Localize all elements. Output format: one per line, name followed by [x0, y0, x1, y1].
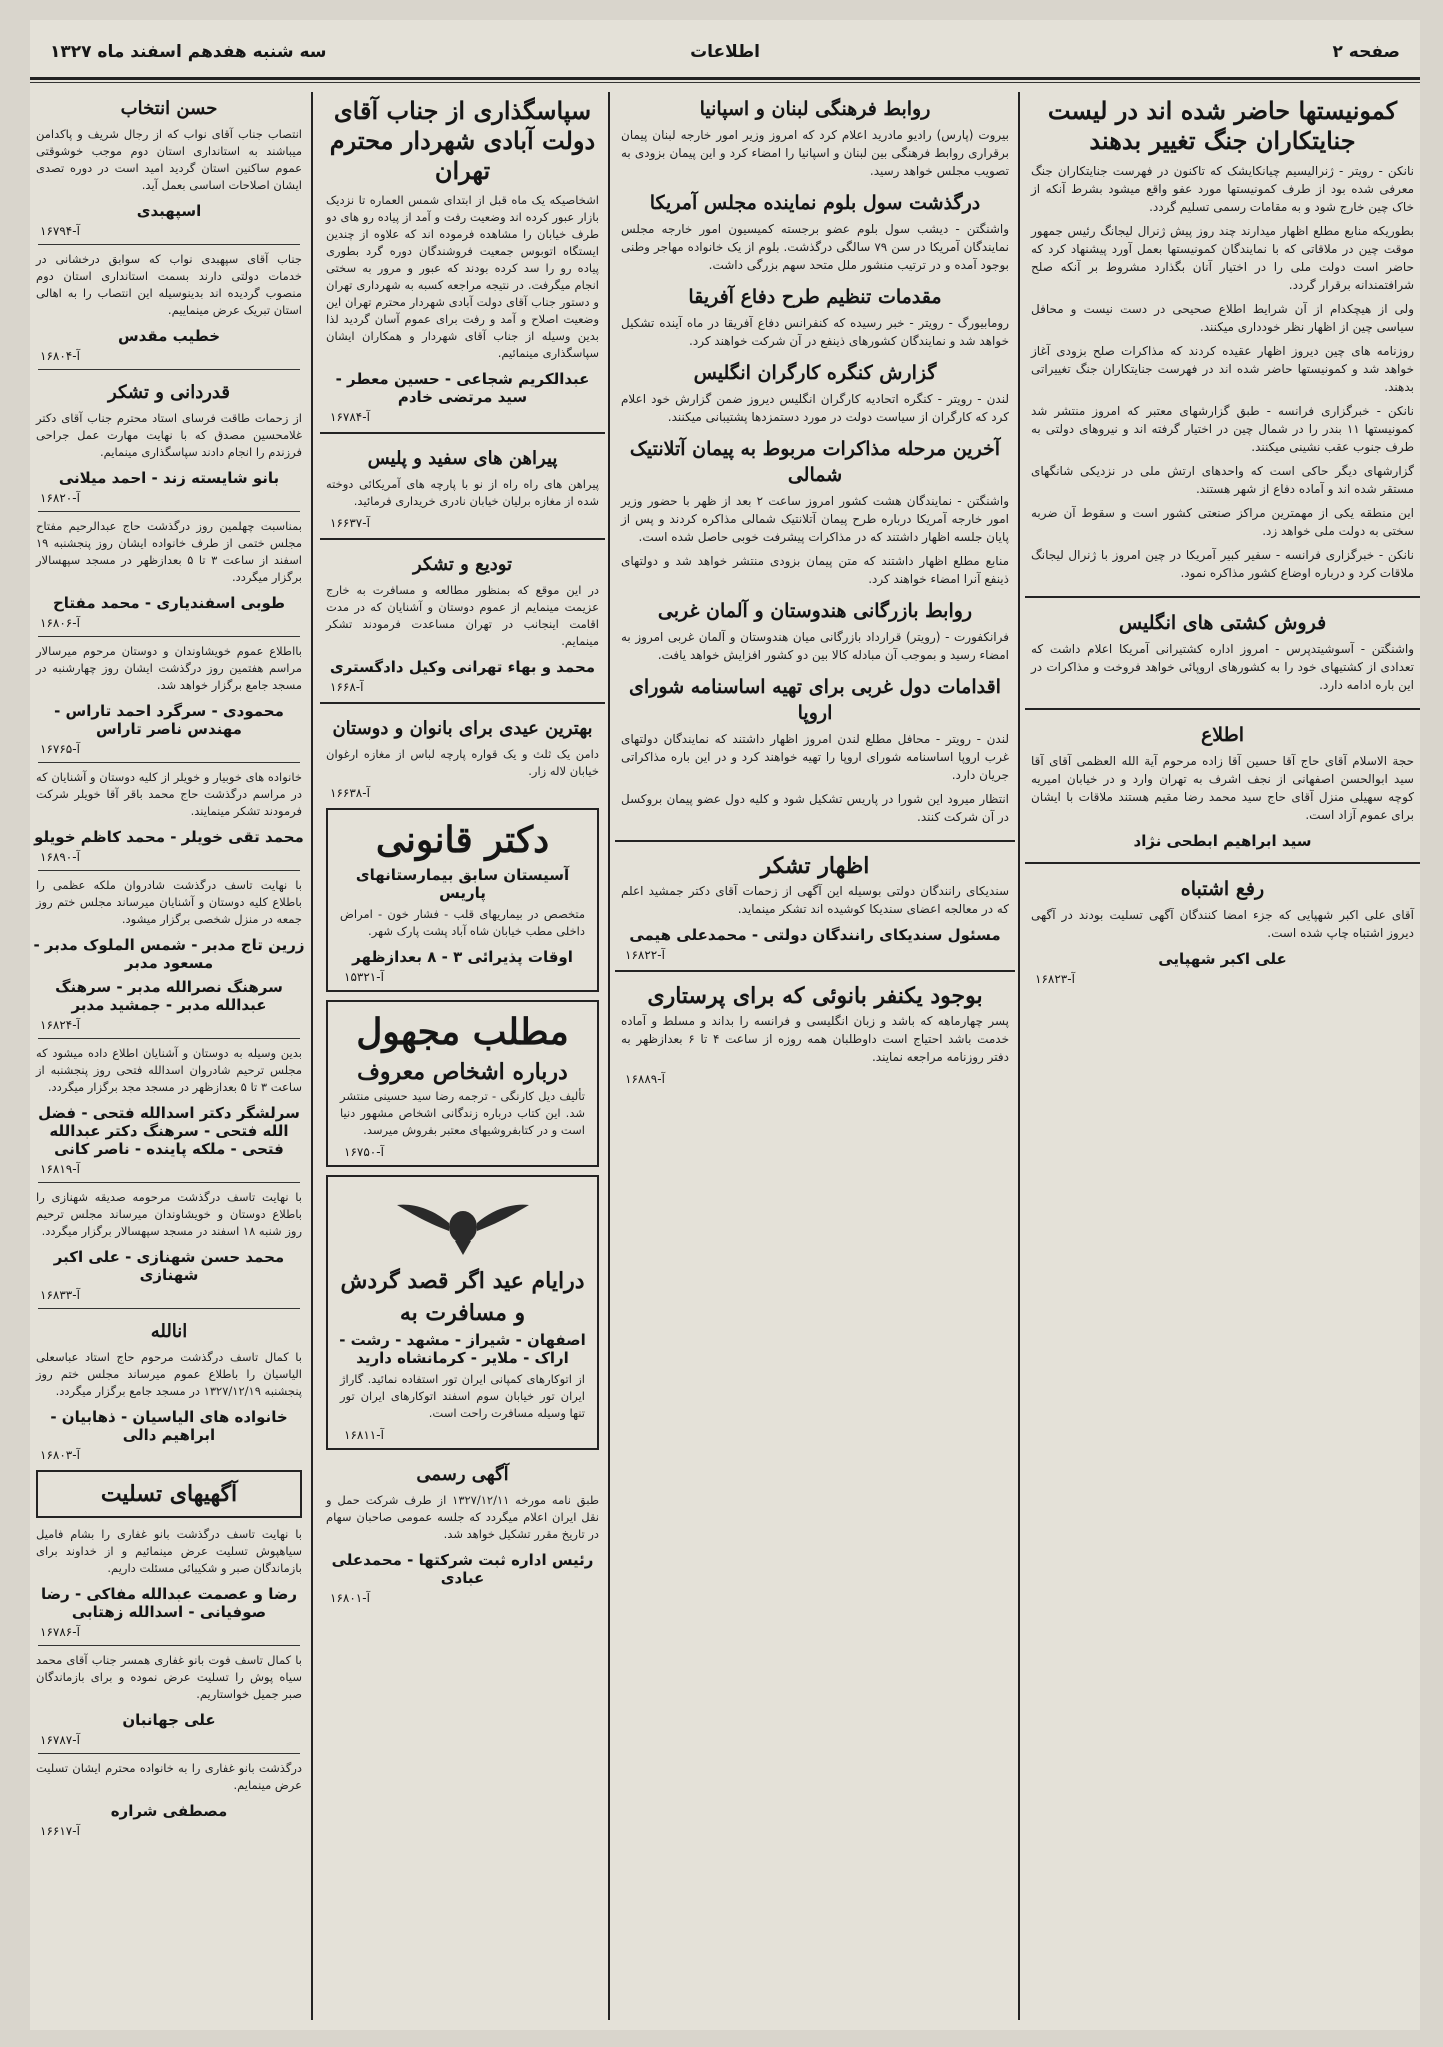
- news-body: انتظار میرود این شورا در پاریس تشکیل شود و کلیه دول عضو پیمان بروکسل در آن شرکت کنند.: [621, 792, 1009, 824]
- travel-ad-body: از اتوکارهای کمپانی ایران تور استفاده نمائید. گاراژ ایران تور خیابان سوم اسفند اتوکارهای ایران تور تنها وسیله مسافرت راحت است.: [340, 1372, 585, 1420]
- book-ad-title: مطلب مجهول: [356, 1011, 569, 1053]
- farewell-body: در این موقع که بمنظور مطالعه و مسافرت به خارج عزیمت مینمایم از عموم دوستان و آشنایان که در مدت اقامت اینجانب در تهران مساعدت فرمودند تشکر مینمایم.: [326, 583, 599, 648]
- news-title: روابط فرهنگی لبنان و اسپانیا: [699, 98, 931, 120]
- masthead: [30, 20, 1420, 80]
- news-body: لندن - رویتر - محافل مطلع لندن امروز اظهار داشتند که نمایندگان دولتهای غرب اروپا اساسنامه شورای اروپا را تهیه خواهند کرد و در این باره مذاکراتی جریان دارد.: [621, 732, 1009, 782]
- ad-code: آ-۱۶۶۳۸: [330, 786, 370, 800]
- travel-ad: [326, 1175, 599, 1450]
- book-ad: [326, 1000, 599, 1167]
- divider: [38, 1182, 300, 1183]
- divider: [615, 840, 1015, 842]
- ad-code: آ-۱۶۶۸: [330, 680, 364, 694]
- article-headline: کمونیستها حاضر شده اند در لیست جنایتکاران جنگ تغییر بدهند: [1047, 96, 1398, 155]
- condolence-body: با کمال تاسف فوت بانو غفاری همسر جناب آقای محمد سیاه پوش را تسلیت عرض نموده و برای بازماندگان صبر جمیل خواستاریم.: [36, 1653, 302, 1701]
- shirt-ad-body: پیراهن های راه راه از نو با پارچه های آمریکائی دوخته شده از مغازه برلیان خیابان نادری خریداری فرمائید.: [326, 477, 599, 508]
- ad-signature: طوبی اسفندیاری - محمد مفتاح: [52, 594, 286, 612]
- column-news: [615, 92, 1015, 2020]
- article-paragraph: نانکن - رویتر - ژنرالیسیم چیانکایشک که تاکنون در فهرست جنایتکاران جنگ معرفی شده بود از طرف کمونیستها مورد عفو واقع میشود بشرط آنکه از خاک چین خارج شود و به مقامات رسمی تسلیم گردد.: [1031, 164, 1414, 214]
- article-paragraph: گزارشهای دیگر حاکی است که واحدهای ارتش ملی در نزدیکی شانگهای مستقر شده اند و آماده دفاع از شهر هستند.: [1031, 464, 1414, 496]
- ad-code: آ-۱۶۸۲۲: [625, 948, 665, 962]
- ad-title: قدردانی و تشکر: [108, 382, 230, 403]
- doctor-ad-title: دکتر قانونی: [375, 819, 550, 861]
- doctor-ad: [326, 808, 599, 992]
- ad-signature: سرهنگ نصرالله مدبر - سرهنگ عبدالله مدبر - جمشید مدبر: [55, 978, 283, 1014]
- thanks-title: اظهار تشکر: [760, 853, 870, 879]
- news-body: لندن - رویتر - کنگره اتحادیه کارگران انگلیس دیروز ضمن گزارش خود اعلام کرد که کارگران از سیاست دولت در مورد دستمزدها پشتیبانی میکنند.: [621, 392, 1009, 424]
- news-title: مقدمات تنظیم طرح دفاع آفریقا: [688, 286, 942, 308]
- ad-code: آ-۱۶۸۰۶: [40, 616, 80, 630]
- article-paragraph: نانکن - خبرگزاری فرانسه - سفیر کبیر آمریکا در چین امروز با ژنرال لیجانگ ملاقات کرد و درباره اوضاع کشور مذاکره نمود.: [1031, 548, 1414, 580]
- divider: [38, 511, 300, 512]
- ad-body: انتصاب جناب آقای نواب که از رجال شریف و پاکدامن میباشند به استانداری استان دوم موجب خوشوقتی عموم ساکنین استان گردید امید است در دوره تصدی ایشان اصلاحات اساسی بعمل آید.: [36, 127, 302, 192]
- divider: [320, 432, 605, 434]
- ad-code: آ-۱۶۸۳۳: [40, 1288, 80, 1302]
- divider: [38, 1753, 300, 1754]
- nurse-ad-title: بوجود یکنفر بانوئی که برای پرستاری: [647, 983, 983, 1009]
- ad-signature: خطیب مقدس: [117, 327, 221, 345]
- ad-signature: زرین تاج مدبر - شمس الملوک مدبر - مسعود مدبر: [33, 936, 305, 972]
- ad-signature: اسپهبدی: [136, 202, 202, 220]
- ad-code: آ-۱۶۸۲۰: [40, 491, 80, 505]
- newspaper-page: [30, 20, 1420, 2030]
- thanks-body: سندیکای رانندگان دولتی بوسیله این آگهی از زحمات آقای دکتر جمشید اعلم که در معالجه اعضای سندیکا کوشیده اند تشکر مینماید.: [621, 884, 1009, 916]
- divider: [1025, 862, 1420, 864]
- divider: [320, 702, 605, 704]
- ad-body: جناب آقای سپهبدی نواب که سوابق درخشانی در خدمات دولتی دارند بسمت استانداری استان دوم منصوب گردیده اند بدینوسیله این انتصاب را به اهالی استان تبریک عرض مینماییم.: [36, 252, 302, 317]
- notice-signature: سید ابراهیم ابطحی نژاد: [1133, 832, 1312, 850]
- official-notice-title: آگهی رسمی: [416, 1464, 509, 1485]
- divider: [615, 970, 1015, 972]
- winged-emblem-icon: [393, 1189, 533, 1259]
- article-paragraph: روزنامه های چین دیروز اظهار عقیده کردند که مذاکرات صلح بزودی آغاز خواهد شد و کمونیستها حاضر شده اند در فهرست جنایتکاران جنگ تغییراتی بدهند.: [1031, 344, 1414, 394]
- ad-code: آ-۱۶۷۸۷: [40, 1733, 80, 1747]
- book-ad-subtitle: درباره اشخاص معروف: [357, 1059, 568, 1085]
- ad-code: آ-۱۶۷۹۴: [40, 224, 80, 238]
- ad-code: آ-۱۵۳۲۱: [344, 970, 384, 984]
- travel-ad-title: درایام عید اگر قصد گردش و مسافرت به: [340, 1268, 585, 1326]
- column-rule: [1018, 92, 1020, 2020]
- farewell-title: تودیع و تشکر: [412, 554, 513, 575]
- column-right: [1025, 92, 1420, 2020]
- news-title: درگذشت سول بلوم نماینده مجلس آمریکا: [649, 192, 981, 214]
- divider: [38, 870, 300, 871]
- doctor-ad-subtitle: آسیستان سابق بیمارستانهای پاریس: [355, 866, 570, 902]
- condolence-signature: مصطفی شراره: [110, 1802, 228, 1820]
- farewell-signature: محمد و بهاء تهرانی وکیل دادگستری: [329, 658, 596, 676]
- ads-center: [320, 92, 605, 2020]
- news-body: فرانکفورت - (رویتر) قرارداد بازرگانی میان هندوستان و آلمان غربی امروز به امضاء رسید و بموجب آن مبادله کالا بین دو کشور افزایش خواهد یافت.: [621, 630, 1009, 662]
- condolence-banner: [36, 1470, 302, 1518]
- divider: [38, 1308, 300, 1309]
- travel-ad-cities: اصفهان - شیراز - مشهد - رشت - اراک - ملایر - کرمانشاه دارید: [339, 1331, 586, 1367]
- news-body: واشنگتن - نمایندگان هشت کشور امروز ساعت ۲ بعد از ظهر با حضور وزیر امور خارجه آمریکا درباره طرح پیمان آتلانتیک شمالی مذاکره کردند و پس از پایان جلسه اظهار داشتند که در مذاکرات پیشرفت خوبی حاصل شده است.: [621, 494, 1009, 544]
- ad-signature: محمد تقی خویلر - محمد کاظم خویلو: [34, 828, 304, 846]
- news-body: بیروت (پارس) رادیو مادرید اعلام کرد که امروز وزیر امور خارجه لبنان پیمان برقراری روابط فرهنگی بین لبنان و اسپانیا را امضاء کرد و این پیمان بزودی به تصویب مجلس خواهد رسید.: [621, 128, 1009, 178]
- gift-ad-title: بهترین عیدی برای بانوان و دوستان: [332, 718, 593, 739]
- nurse-ad-body: پسر چهارماهه که باشد و زبان انگلیسی و فرانسه را بداند و مسلط و آماده خدمت باشد احتیاج است داوطلبان همه روزه از ساعت ۴ تا ۶ بعدازظهر به دفتر روزنامه مراجعه نمایند.: [621, 1014, 1010, 1064]
- ad-signature: محمد حسن شهنازی - علی اکبر شهنازی: [53, 1248, 285, 1284]
- ad-body: بدین وسیله به دوستان و آشنایان اطلاع داده میشود که مجلس ترحیم شادروان اسدالله فتحی روز پنجشنبه از ساعت ۳ تا ۵ بعدازظهر در مسجد مجد برگزار میگردد.: [36, 1046, 302, 1094]
- divider: [38, 1645, 300, 1646]
- column-ads: [30, 92, 605, 2020]
- ad-signature: سرلشگر دکتر اسدالله فتحی - فضل الله فتحی - سرهنگ دکتر عبدالله فتحی - ملکه پاینده - ناصر کانی: [38, 1104, 300, 1158]
- ad-signature: محمودی - سرگرد احمد تاراس - مهندس ناصر تاراس: [54, 702, 284, 738]
- ad-body: خانواده های خوبیار و خویلر از کلیه دوستان و آشنایان که در مراسم درگذشت حاج محمد باقر آقا خویلر شرکت فرمودند تشکر مینمایند.: [36, 770, 302, 818]
- condolence-signature: علی جهانبان: [122, 1711, 216, 1729]
- shirt-ad-title: پیراهن های سفید و پلیس: [367, 448, 558, 469]
- ad-body: با کمال تاسف درگذشت مرحوم حاج استاد عباسعلی الیاسیان را باطلاع عموم میرساند مجلس ختم روز پنجشنبه ۱۳۲۷/۱۲/۱۹ در مسجد جامع برگزار میگردد.: [36, 1350, 302, 1398]
- article-paragraph: این منطقه یکی از مهمترین مراکز صنعتی کشور است و سقوط آن ضربه سختی به دولت ملی خواهد زد.: [1031, 506, 1414, 538]
- ad-body: با نهایت تاسف درگذشت مرحومه صدیقه شهنازی را باطلاع دوستان و خویشاوندان میرساند مجلس ترحیم روز شنبه ۱۸ اسفند در مسجد سپهسالار برگزار میگردد.: [36, 1190, 302, 1238]
- ad-body: از زحمات طاقت فرسای استاد محترم جناب آقای دکتر غلامحسین مصدق که با نهایت مهارت عمل جراحی فرزندم را انجام دادند سپاسگذاری مینمایم.: [36, 411, 302, 459]
- condolence-body: با نهایت تاسف درگذشت بانو غفاری را بشام فامیل سیاهپوش تسلیت عرض مینمائیم و از خداوند برای بازماندگان صبر و شکیبائی مسئلت داریم.: [36, 1527, 302, 1575]
- ad-code: آ-۱۶۸۰۱: [330, 1591, 370, 1605]
- ad-code: آ-۱۶۸۱۹: [40, 1162, 80, 1176]
- thanks-headline: سپاسگذاری از جناب آقای دولت آبادی شهردار محترم تهران: [329, 96, 596, 185]
- ad-body: با نهایت تاسف درگذشت شادروان ملکه عظمی را باطلاع کلیه دوستان و آشنایان میرساند مجلس ختم روز جمعه در منزل شخصی برگزار میشود.: [36, 878, 302, 926]
- notice-title: اطلاع: [1200, 724, 1245, 746]
- column-rule: [311, 92, 313, 2020]
- column-rule: [608, 92, 610, 2020]
- ads-left: [30, 92, 308, 2020]
- paper-name: اطلاعات: [690, 42, 760, 62]
- official-notice-body: طبق نامه مورخه ۱۳۲۷/۱۲/۱۱ از طرف شرکت حمل و نقل ایران اعلام میگردد که جلسه عمومی صاحبان سهام در تاریخ مقرر تشکیل خواهد شد.: [326, 1493, 600, 1541]
- erratum-body: آقای علی اکبر شهپایی که جزء امضا کنندگان آگهی تسلیت بودند در آگهی دیروز اشتباه چاپ شده است.: [1031, 908, 1414, 940]
- doctor-ad-hours: اوقات پذیرائی ۳ - ۸ بعدازظهر: [352, 948, 573, 966]
- news-body: واشنگتن - دیشب سول بلوم عضو برجسته کمیسیون امور خارجه مجلس نمایندگان آمریکا در سن ۷۹ سالگی درگذشت. بلوم از یک خانواده مهاجر وطنی بوجود آمده و در ترتیب منشور ملل متحد سهم بزرگی داشت.: [621, 222, 1009, 272]
- news-title: آخرین مرحله مذاکرات مربوط به پیمان آتلانتیک شمالی: [629, 438, 1001, 486]
- issue-date: سه شنبه هفدهم اسفند ماه ۱۳۲۷: [50, 42, 327, 62]
- thanks-article: اشخاصیکه یک ماه قبل از ابتدای شمس العماره تا نزدیک بازار عبور کرده اند وضعیت رفت و آمد از پیاده رو های دو طرف خیابان را مشاهده فرموده اند که علاوه از چندین ایستگاه اتوبوس جمعیت فروشندگان دوره گرد بطوری پیاده رو را سد کرده بودند که عبور و مرور به سختی انجام میگرفت. در نتیجه مراجعه کسبه به شهرداری تهران و دستور جناب آقای دولت آبادی شهردار محترم تهران این وضعیت اصلاح و آمد و رفت برای عموم آسان گردید لذا بدین وسیله از جناب آقای شهردار و همکاران ایشان سپاسگذاری مینمائیم.: [326, 193, 599, 360]
- ad-code: آ-۱۶۶۱۷: [40, 1824, 80, 1838]
- ad-code: آ-۱۶۸۰۳: [40, 1448, 80, 1462]
- divider: [38, 762, 300, 763]
- gift-ad-body: دامن یک ثلث و یک قواره پارچه لباس از مغازه ارغوان خیابان لاله زار.: [326, 747, 599, 778]
- divider: [1025, 708, 1420, 710]
- ad-code: آ-۱۶۶۳۷: [330, 516, 370, 530]
- ad-signature: بانو شایسته زند - احمد میلانی: [58, 469, 280, 487]
- ad-code: آ-۱۶۸۰۴: [40, 349, 80, 363]
- news-body: منابع مطلع اظهار داشتند که متن پیمان بزودی منتشر خواهد شد و دولتهای ذینفع آنرا امضاء خواهند کرد.: [621, 554, 1009, 586]
- ad-title: حسن انتخاب: [120, 98, 218, 119]
- ad-code: آ-۱۶۸۸۹: [625, 1072, 665, 1086]
- article-subhead: فروش کشتی های انگلیس: [1118, 612, 1327, 634]
- ad-signature: خانواده های الیاسیان - ذهابیان - ابراهیم دالی: [50, 1408, 288, 1444]
- signers: عبدالکریم شجاعی - حسین معطر - سید مرتضی خادم: [335, 370, 590, 406]
- condolence-title: آگهیهای تسلیت: [100, 1481, 238, 1507]
- page-number: صفحه ۲: [1332, 42, 1400, 62]
- divider: [38, 369, 300, 370]
- ad-body: بااطلاع عموم خویشاوندان و دوستان مرحوم میرسالار مراسم هفتمین روز درگذشت ایشان روز چهارشنبه در مسجد جامع برگزار خواهد شد.: [36, 644, 302, 692]
- article-paragraph: بطوریکه منابع مطلع اظهار میدارند چند روز پیش ژنرال لیجانگ رئیس جمهور موقت چین در ملاقاتی که با نمایندگان کمونیستها بعمل آورد پیشنهاد کرد که حاضر است دولت ملی را در اختیار آنان بگذارد مشروط بر آنکه صلح شرافتمندانه برقرار گردد.: [1031, 224, 1414, 292]
- condolence-signature: رضا و عصمت عبدالله مفاکی - رضا صوفیانی - اسدالله زهتابی: [40, 1585, 297, 1621]
- doctor-ad-body: متخصص در بیماریهای قلب - فشار خون - امراض داخلی مطب خیابان شاه آباد پشت پارک شهر.: [340, 907, 585, 938]
- divider: [320, 538, 605, 540]
- ad-code: آ-۱۶۷۸۶: [40, 1625, 80, 1639]
- news-title: اقدامات دول غربی برای تهیه اساسنامه شورای اروپا: [629, 676, 1001, 724]
- divider: [1025, 596, 1420, 598]
- ad-code: آ-۱۶۷۶۵: [40, 742, 80, 756]
- news-body: رومابیورگ - رویتر - خبر رسیده که کنفرانس دفاع آفریقا در ماه آینده تشکیل خواهد شد و نمایندگان کشورهای ذینفع در آن شرکت خواهند کرد.: [621, 316, 1009, 348]
- thanks-signature: مسئول سندیکای رانندگان دولتی - محمدعلی هیمی: [629, 926, 1001, 944]
- divider: [38, 244, 300, 245]
- divider: [38, 636, 300, 637]
- news-title: روابط بازرگانی هندوستان و آلمان غربی: [657, 600, 973, 622]
- ad-body: بمناسبت چهلمین روز درگذشت حاج عبدالرحیم مفتاح مجلس ختمی از طرف خانواده ایشان روز پنجشنبه ۱۹ اسفند از ساعت ۳ تا ۵ بعدازظهر در مسجد سپهسالار برگزار میگردد.: [36, 519, 302, 584]
- ad-code: آ-۱۶۸۲۳: [1035, 972, 1075, 986]
- erratum-title: رفع اشتباه: [1180, 878, 1265, 900]
- news-title: گزارش کنگره کارگران انگلیس: [693, 362, 937, 384]
- erratum-signature: علی اکبر شهپایی: [1158, 950, 1287, 968]
- book-ad-body: تألیف دیل کارنگی - ترجمه رضا سید حسینی منتشر شد. این کتاب درباره زندگانی اشخاص مشهور دنیا است و در کتابفروشیهای معتبر بفروش میرسد.: [340, 1089, 585, 1137]
- article-paragraph: ولی از هیچکدام از آن شرایط اطلاع صحیحی در دست نیست و محافل سیاسی چین از اظهار نظر خودداری میکنند.: [1031, 302, 1414, 334]
- ad-code: آ-۱۶۷۸۴: [330, 410, 370, 424]
- divider: [38, 1038, 300, 1039]
- ad-code: آ-۱۶۸۹۰: [40, 850, 80, 864]
- article-paragraph: واشنگتن - آسوشیتدپرس - امروز اداره کشتیرانی آمریکا اعلام داشت که تعدادی از کشتیهای خود را به کشورهای اروپائی خواهد فروخت و مذاکرات در این باره ادامه دارد.: [1031, 642, 1414, 692]
- condolence-body: درگذشت بانو غفاری را به خانواده محترم ایشان تسلیت عرض مینمایم.: [36, 1761, 302, 1792]
- ad-title: انالله: [150, 1321, 188, 1342]
- ad-code: آ-۱۶۸۲۴: [40, 1018, 80, 1032]
- notice-body: حجة الاسلام آقای حاج آقا حسین آقا زاده مرحوم آیة الله العظمی آقای آقا سید ابوالحسن اصفهانی از نجف اشرف به تهران وارد و در خیابان امیریه کوچه سهیلی منزل آقای حاج سید محمد رضا مقیم هستند ملاقات با ایشان برای عموم آزاد است.: [1031, 754, 1414, 822]
- masthead-rule: [30, 82, 1420, 85]
- ad-code: آ-۱۶۷۵۰: [344, 1145, 384, 1159]
- official-notice-signature: رئیس اداره ثبت شرکتها - محمدعلی عبادی: [331, 1551, 594, 1587]
- ad-code: آ-۱۶۸۱۱: [344, 1428, 384, 1442]
- article-paragraph: نانکن - خبرگزاری فرانسه - طبق گزارشهای معتبر که امروز منتشر شد کمونیستها ۱۱ بندر را در شمال چین در اختیار گرفته اند و نیروهای دولتی به طرف جنوب عقب نشینی میکنند.: [1031, 404, 1415, 454]
